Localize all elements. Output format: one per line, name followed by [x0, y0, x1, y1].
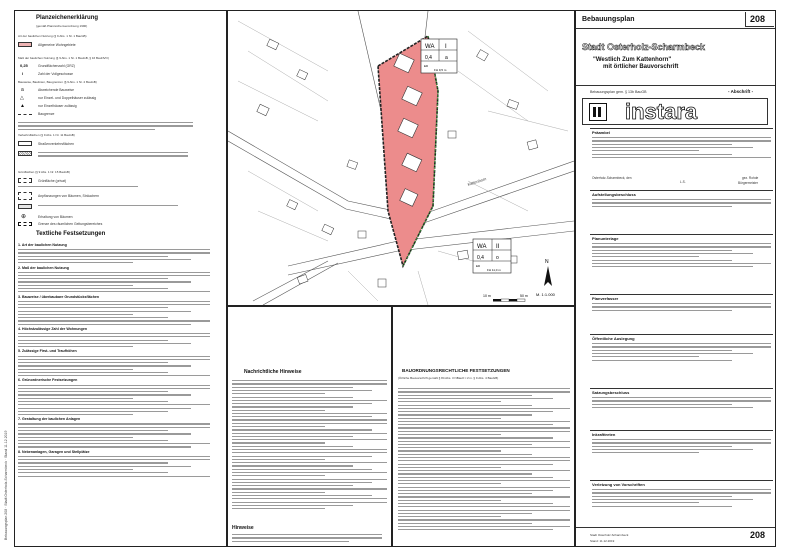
gruen-text-line — [18, 186, 138, 187]
nutzungsschablone-bottom — [473, 239, 511, 273]
section-title: Öffentliche Auslegung — [592, 336, 635, 341]
title-label: Bebauungsplan — [582, 16, 635, 23]
ausschnitt-label: - Abschrift - — [728, 89, 754, 94]
nachrichtliche-text — [232, 378, 387, 511]
geltung-symbol — [18, 222, 32, 226]
wa-top-row3a: ED — [424, 64, 429, 68]
textliche-title: Textliche Festsetzungen — [36, 231, 106, 237]
offene-bauweise-symbol: a — [21, 87, 24, 93]
legend-mass-line: Maß der baulichen Nutzung (§ 9 Abs. 1 Nr. 1 BauGB, § 16 BauNVO) — [18, 56, 109, 60]
section-title: Präambel — [592, 130, 611, 135]
vollgeschoss-legend-label: Zahl der Vollgeschosse — [38, 72, 74, 76]
tf-heading: 4. Höchstzulässige Zahl der Wohnungen — [18, 326, 88, 331]
einzel2-symbol: ▲ — [20, 103, 25, 109]
site-map — [228, 11, 574, 305]
anpflanz-symbol — [18, 192, 32, 200]
legend-text-block-2 — [38, 150, 188, 159]
baurecht-subtitle: (Örtliche Bauvorschrift gemäß § 84 Abs. 3 NBauO i.V.m. § 9 Abs. 4 BauGB) — [398, 376, 499, 380]
legend-gruen-line: Grünflächen (§ 9 Abs. 1 Nr. 15 BauGB) — [18, 170, 70, 174]
wa-bottom-zone: WA — [477, 244, 487, 250]
section-aufstellung — [590, 190, 773, 209]
legend-bauweise-line: Bauweise, Baulinien, Baugrenzen (§ 9 Abs. 1 Nr. 2 BauGB) — [18, 80, 97, 84]
legend-subtitle: (gemäß Planzeichenverordnung 1990) — [36, 24, 88, 28]
grz-symbol: 0,25 — [20, 63, 28, 68]
tf-heading: 8. Nebenanlagen, Garagen und Stellplätze — [18, 449, 90, 454]
section-verletzung — [590, 480, 773, 509]
einzel2-label: nur Einzelhäuser zulässig — [38, 104, 77, 108]
section-planverfasser — [590, 294, 773, 313]
footer-separator — [576, 527, 775, 528]
plan-number: 208 — [750, 14, 766, 24]
section-title: Satzungsbeschluss — [592, 390, 630, 395]
legend-text-block-3 — [38, 203, 178, 208]
wa-legend-label: Allgemeine Wohngebiete — [38, 43, 76, 47]
north-label: N — [545, 259, 549, 265]
section-planunterlage — [590, 234, 773, 269]
section-inkraft — [590, 430, 773, 456]
city-name: Stadt Osterholz-Scharmbeck — [582, 42, 706, 52]
tf-heading: 6. Grünordnerische Festsetzungen — [18, 378, 78, 383]
wa-top-row3b: FH 9,5 m — [434, 68, 447, 72]
geltung-label: Grenze des räumlichen Geltungsbereiches — [38, 222, 103, 226]
vollgeschoss-symbol: I — [22, 71, 24, 76]
section-praeambel — [590, 128, 773, 160]
section-title: Inkrafttreten — [592, 432, 616, 437]
wa-top-vg: I — [445, 44, 447, 50]
baurecht-text — [398, 386, 570, 532]
signature-place: Osterholz-Scharmbeck, den — [592, 176, 632, 180]
anpflanz-label: Anpflanzungen von Bäumen, Sträuchern — [38, 194, 100, 198]
section-satzung — [590, 388, 773, 410]
wa-bottom-vg: II — [496, 244, 500, 250]
einzel-label: nur Einzel- und Doppelhäuser zulässig — [38, 96, 97, 100]
footer-left: Stadt Osterholz-Scharmbeck — [590, 533, 629, 537]
signature-role: gez. Rohde — [742, 176, 759, 180]
verkehr2-symbol — [18, 151, 32, 156]
section-title: Planverfasser — [592, 296, 619, 301]
anpflanz2-symbol — [18, 204, 32, 209]
footer-right: Stand: 11.12.2019 — [590, 539, 615, 543]
hinweise-text — [232, 532, 382, 544]
wa-symbol — [18, 42, 32, 47]
tf-heading: 7. Gestaltung der baulichen Anlagen — [18, 417, 81, 422]
legend-text-block-1 — [18, 120, 193, 132]
offene-bauweise-label: Abweichende Bauweise — [38, 88, 75, 92]
title-separator-2 — [576, 85, 775, 86]
section-auslegung — [590, 334, 773, 363]
wa-bottom-bauweise: o — [496, 255, 499, 261]
gruen-label: Grünfläche (privat) — [38, 179, 67, 183]
baurecht-title: BAUORDNUNGSRECHTLICHE FESTSETZUNGEN — [402, 368, 510, 373]
textliche-festsetzungen — [18, 241, 210, 479]
scale-bar-left: 10 m — [483, 294, 491, 298]
hinweise-title: Hinweise — [232, 525, 254, 531]
nachrichtliche-title: Nachrichtliche Hinweise — [244, 369, 302, 375]
legend-title: Planzeichenerklärung — [36, 15, 99, 21]
plan-ref: Bebauungsplan gem. § 13b BauGB — [590, 90, 647, 94]
tf-heading: 5. Zulässige First- und Traufhöhen — [18, 349, 77, 354]
logo-icon — [589, 103, 607, 121]
section-title: Planunterlage — [592, 236, 619, 241]
logo-text: instara — [625, 99, 698, 124]
nutzungsschablone-top — [421, 39, 457, 73]
title-separator — [576, 28, 775, 29]
grz-legend-label: Grundflächenzahl (GRZ) — [38, 64, 75, 68]
legend-art-line: Art der baulichen Nutzung (§ 9 Abs. 1 Nr. 1 BauGB) — [18, 34, 87, 38]
signature-role-2: Bürgermeister — [738, 181, 759, 185]
verkehr-symbol — [18, 141, 32, 146]
tf-heading: 1. Art der baulichen Nutzung — [18, 243, 67, 247]
wa-top-bauweise: a — [445, 55, 448, 61]
scale-label: M. 1:1.000 — [536, 292, 555, 297]
baugrenze-symbol — [18, 114, 32, 115]
street-label: Kattenhorn — [466, 176, 487, 187]
wa-bottom-row3a: ED — [476, 264, 481, 268]
section-title: Aufstellungsbeschluss — [592, 192, 636, 197]
tf-heading: 3. Bauweise / überbaubare Grundstücksflächen — [18, 294, 100, 299]
legend-verkehr-line: Verkehrsflächen (§ 9 Abs. 1 Nr. 11 BauGB) — [18, 133, 75, 137]
einzel-symbol: △ — [20, 95, 24, 101]
wa-bottom-grz: 0,4 — [477, 255, 484, 261]
wa-bottom-row3b: FH 11,0 m — [487, 268, 501, 272]
tf-heading: 2. Maß der baulichen Nutzung — [18, 265, 69, 270]
plan-subtitle-2: mit örtlicher Bauvorschrift — [603, 64, 679, 70]
scale-bar-right: 50 m — [520, 294, 528, 298]
signature-ls: L.S. — [680, 180, 686, 184]
section-title: Verletzung von Vorschriften — [592, 482, 645, 487]
erhalt-label: Erhaltung von Bäumen — [38, 215, 73, 219]
gruen-symbol — [18, 178, 32, 183]
wa-top-grz: 0,4 — [425, 55, 432, 61]
erhalt-symbol: ⊕ — [21, 214, 27, 220]
baugrenze-label: Baugrenze — [38, 112, 55, 116]
wa-top-zone: WA — [425, 44, 435, 50]
logo-box — [582, 98, 768, 125]
footer-number: 208 — [750, 530, 766, 540]
plan-subtitle-1: "Westlich Zum Kattenhorn" — [593, 57, 672, 63]
sidebar-code: Bebauungsplan 208 · Stadt Osterholz-Scharmbeck · Stand 11.12.2019 — [4, 430, 8, 540]
verkehr-label: Straßenverkehrsflächen — [38, 142, 74, 146]
